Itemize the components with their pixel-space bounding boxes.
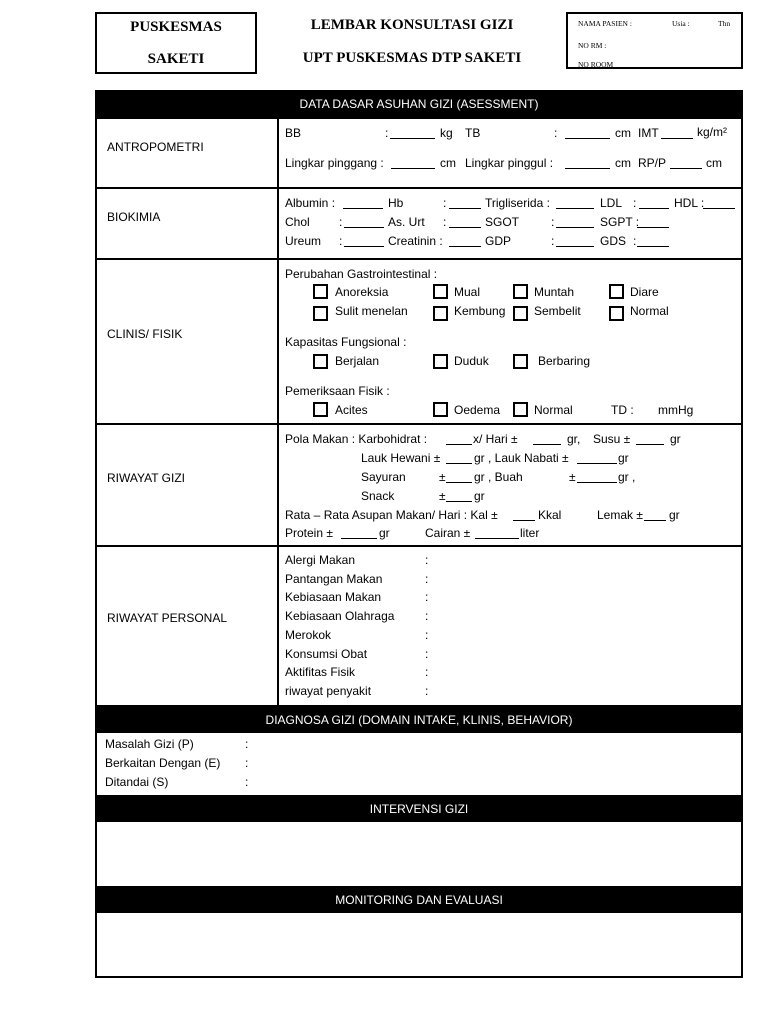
cairan-field[interactable] bbox=[475, 526, 519, 542]
form-title: LEMBAR KONSULTASI GIZI bbox=[310, 17, 514, 33]
lingkar-pinggang-field[interactable] bbox=[391, 156, 435, 172]
lingkar-pinggul-field[interactable] bbox=[565, 156, 610, 172]
chol-label: Chol bbox=[285, 215, 310, 229]
klinis-row: CLINIS/ FISIK Perubahan Gastrointestinal : Anoreksia Mual Muntah Diare Sulit menelan Kembung Sembelit Normal Kapasitas Fungsional : Berjalan Duduk Berbaring Pemeriksaan Fisik : Acites Oedema Normal TD : mmHg bbox=[95, 258, 743, 425]
rata-asupan-label: Rata – Rata Asupan Makan/ Hari : Kal ± bbox=[285, 508, 498, 522]
sgot-field[interactable] bbox=[556, 215, 594, 231]
cairan-label: Cairan ± bbox=[425, 526, 471, 540]
antropometri-label: ANTROPOMETRI bbox=[107, 140, 204, 154]
gdp-field[interactable] bbox=[556, 234, 594, 250]
sgpt-label: SGPT : bbox=[600, 215, 640, 229]
bb-field[interactable] bbox=[390, 126, 435, 142]
protein-field[interactable] bbox=[341, 526, 377, 542]
hb-label: Hb bbox=[388, 196, 404, 210]
berjalan-checkbox[interactable] bbox=[313, 354, 328, 369]
riwayat-gizi-label: RIWAYAT GIZI bbox=[107, 471, 185, 485]
susu-field[interactable] bbox=[636, 432, 664, 448]
kapasitas-label: Kapasitas Fungsional : bbox=[285, 335, 407, 349]
mual-checkbox[interactable] bbox=[433, 284, 448, 299]
sgpt-field[interactable] bbox=[637, 215, 669, 231]
form-subtitle: UPT PUSKESMAS DTP SAKETI bbox=[302, 50, 522, 66]
lemak-field[interactable] bbox=[644, 508, 666, 524]
hdl-label: HDL : bbox=[674, 196, 705, 210]
rpp-field[interactable] bbox=[670, 156, 702, 172]
personal-item: Pantangan Makan bbox=[285, 572, 383, 586]
lauk-hewani-field[interactable] bbox=[446, 451, 472, 467]
tb-label: TB bbox=[465, 126, 481, 140]
albumin-field[interactable] bbox=[343, 196, 383, 212]
pemeriksaan-label: Pemeriksaan Fisik : bbox=[285, 384, 390, 398]
lauk-nabati-label: gr , Lauk Nabati ± bbox=[474, 451, 569, 465]
rpp-label: RP/P bbox=[638, 156, 667, 170]
personal-item: Aktifitas Fisik bbox=[285, 665, 356, 679]
monitoring-area[interactable] bbox=[95, 913, 743, 976]
intervensi-area[interactable] bbox=[95, 822, 743, 886]
monitoring-header: MONITORING DAN EVALUASI bbox=[95, 886, 743, 913]
normal-gastro-checkbox[interactable] bbox=[609, 306, 624, 321]
snack-label: Snack bbox=[361, 489, 395, 503]
puskesmas-box bbox=[95, 12, 257, 74]
snack-field[interactable] bbox=[446, 489, 472, 505]
imt-field[interactable] bbox=[661, 126, 693, 142]
riwayat-personal-row: RIWAYAT PERSONAL Alergi Makan Pantangan Makan Kebiasaan Makan Kebiasaan Olahraga Merokok Konsumsi Obat Aktifitas Fisik riwayat penyakit : : : : : : : : bbox=[95, 545, 743, 707]
puskesmas-label: PUSKESMAS bbox=[130, 19, 222, 35]
patient-age-unit: Thn bbox=[718, 19, 731, 28]
hb-field[interactable] bbox=[449, 196, 481, 212]
protein-label: Protein ± bbox=[285, 526, 333, 540]
saketi-label: SAKETI bbox=[147, 51, 205, 67]
gastrointestinal-label: Perubahan Gastrointestinal : bbox=[285, 267, 438, 281]
buah-field[interactable] bbox=[577, 470, 617, 486]
acites-checkbox[interactable] bbox=[313, 402, 328, 417]
patient-age-label: Usia : bbox=[672, 19, 690, 28]
gds-field[interactable] bbox=[637, 234, 669, 250]
patient-rm-label: NO RM : bbox=[578, 41, 607, 50]
sayuran-field[interactable] bbox=[446, 470, 472, 486]
muntah-checkbox[interactable] bbox=[513, 284, 528, 299]
lingkar-pinggang-label: Lingkar pinggang : bbox=[285, 156, 384, 170]
creatinin-field[interactable] bbox=[449, 234, 481, 250]
susu-label: Susu ± bbox=[593, 432, 631, 446]
intervensi-header: INTERVENSI GIZI bbox=[95, 795, 743, 822]
gds-label: GDS bbox=[600, 234, 627, 248]
buah-label: gr , Buah bbox=[474, 470, 523, 484]
klinis-label: CLINIS/ FISIK bbox=[107, 327, 183, 341]
tb-field[interactable] bbox=[565, 126, 610, 142]
asurt-label: As. Urt bbox=[388, 215, 425, 229]
antropometri-row: ANTROPOMETRI BB : kg TB : cm IMT kg/m² Lingkar pinggang : cm Lingkar pinggul : cm RP/P cm bbox=[95, 117, 743, 189]
ureum-label: Ureum bbox=[285, 234, 322, 248]
trigliserida-label: Trigliserida : bbox=[485, 196, 550, 210]
riwayat-gizi-row: RIWAYAT GIZI Pola Makan : Karbohidrat : x/ Hari ± gr, Susu ± gr Lauk Hewani ± gr , Lauk Nabati ± gr Sayuran ± gr , Buah ± gr , Snack ± gr Rata – Rata Asupan Makan/ Hari : Kal ± Kkal Lemak ± gr Protein ± gr Cairan ± liter bbox=[95, 423, 743, 547]
albumin-label: Albumin : bbox=[285, 196, 336, 210]
ldl-field[interactable] bbox=[639, 196, 669, 212]
lingkar-pinggul-label: Lingkar pinggul : bbox=[465, 156, 554, 170]
personal-item: riwayat penyakit bbox=[285, 684, 372, 698]
berbaring-checkbox[interactable] bbox=[513, 354, 528, 369]
riwayat-personal-label: RIWAYAT PERSONAL bbox=[107, 611, 228, 625]
normal-fisik-checkbox[interactable] bbox=[513, 402, 528, 417]
lauk-nabati-field[interactable] bbox=[577, 451, 617, 467]
personal-item: Kebiasaan Olahraga bbox=[285, 609, 395, 623]
sgot-label: SGOT bbox=[485, 215, 520, 229]
personal-item: Kebiasaan Makan bbox=[285, 590, 382, 604]
ureum-field[interactable] bbox=[344, 234, 384, 250]
sembelit-checkbox[interactable] bbox=[513, 306, 528, 321]
kalori-field[interactable] bbox=[513, 508, 535, 524]
kembung-checkbox[interactable] bbox=[433, 306, 448, 321]
hdl-field[interactable] bbox=[703, 196, 735, 212]
ldl-label: LDL bbox=[600, 196, 623, 210]
diagnosa-header: DIAGNOSA GIZI (DOMAIN INTAKE, KLINIS, BEHAVIOR) bbox=[95, 706, 743, 733]
pola-makan-label: Pola Makan : Karbohidrat : bbox=[285, 432, 428, 446]
imt-label: IMT bbox=[638, 126, 659, 140]
karbohidrat-gram-field[interactable] bbox=[533, 432, 561, 448]
gdp-label: GDP bbox=[485, 234, 512, 248]
assessment-header: DATA DASAR ASUHAN GIZI (ASESSMENT) bbox=[95, 90, 743, 117]
personal-item: Merokok bbox=[285, 628, 332, 642]
sayuran-label: Sayuran bbox=[361, 470, 406, 484]
patient-name-label: NAMA PASIEN : bbox=[578, 19, 632, 28]
patient-room-label: NO ROOM bbox=[578, 60, 614, 69]
diagnosa-section: Masalah Gizi (P) Berkaitan Dengan (E) Ditandai (S) : : : bbox=[105, 737, 249, 789]
bb-label: BB bbox=[285, 126, 302, 140]
personal-item: Alergi Makan bbox=[285, 553, 356, 567]
biokimia-label: BIOKIMIA bbox=[107, 210, 161, 224]
personal-item: Konsumsi Obat bbox=[285, 647, 368, 661]
trigliserida-field[interactable] bbox=[556, 196, 594, 212]
diagnosa-item: Ditandai (S) bbox=[105, 775, 169, 789]
diare-checkbox[interactable] bbox=[609, 284, 624, 299]
lauk-hewani-label: Lauk Hewani ± bbox=[361, 451, 441, 465]
asurt-field[interactable] bbox=[449, 215, 481, 231]
diagnosa-item: Masalah Gizi (P) bbox=[105, 737, 194, 751]
diagnosa-item: Berkaitan Dengan (E) bbox=[105, 756, 221, 770]
duduk-checkbox[interactable] bbox=[433, 354, 448, 369]
karbohidrat-field[interactable] bbox=[446, 432, 472, 448]
chol-field[interactable] bbox=[344, 215, 384, 231]
lemak-label: Lemak ± bbox=[597, 508, 643, 522]
anoreksia-checkbox[interactable] bbox=[313, 284, 328, 299]
td-label: TD : bbox=[611, 403, 634, 417]
creatinin-label: Creatinin : bbox=[388, 234, 443, 248]
sulit-menelan-checkbox[interactable] bbox=[313, 306, 328, 321]
patient-box bbox=[566, 12, 743, 69]
oedema-checkbox[interactable] bbox=[433, 402, 448, 417]
biokimia-row: BIOKIMIA Albumin : Hb : Trigliserida : LDL : HDL : Chol : As. Urt : SGOT : SGPT : Ureum : Creatinin : GDP : GDS : bbox=[95, 187, 743, 260]
